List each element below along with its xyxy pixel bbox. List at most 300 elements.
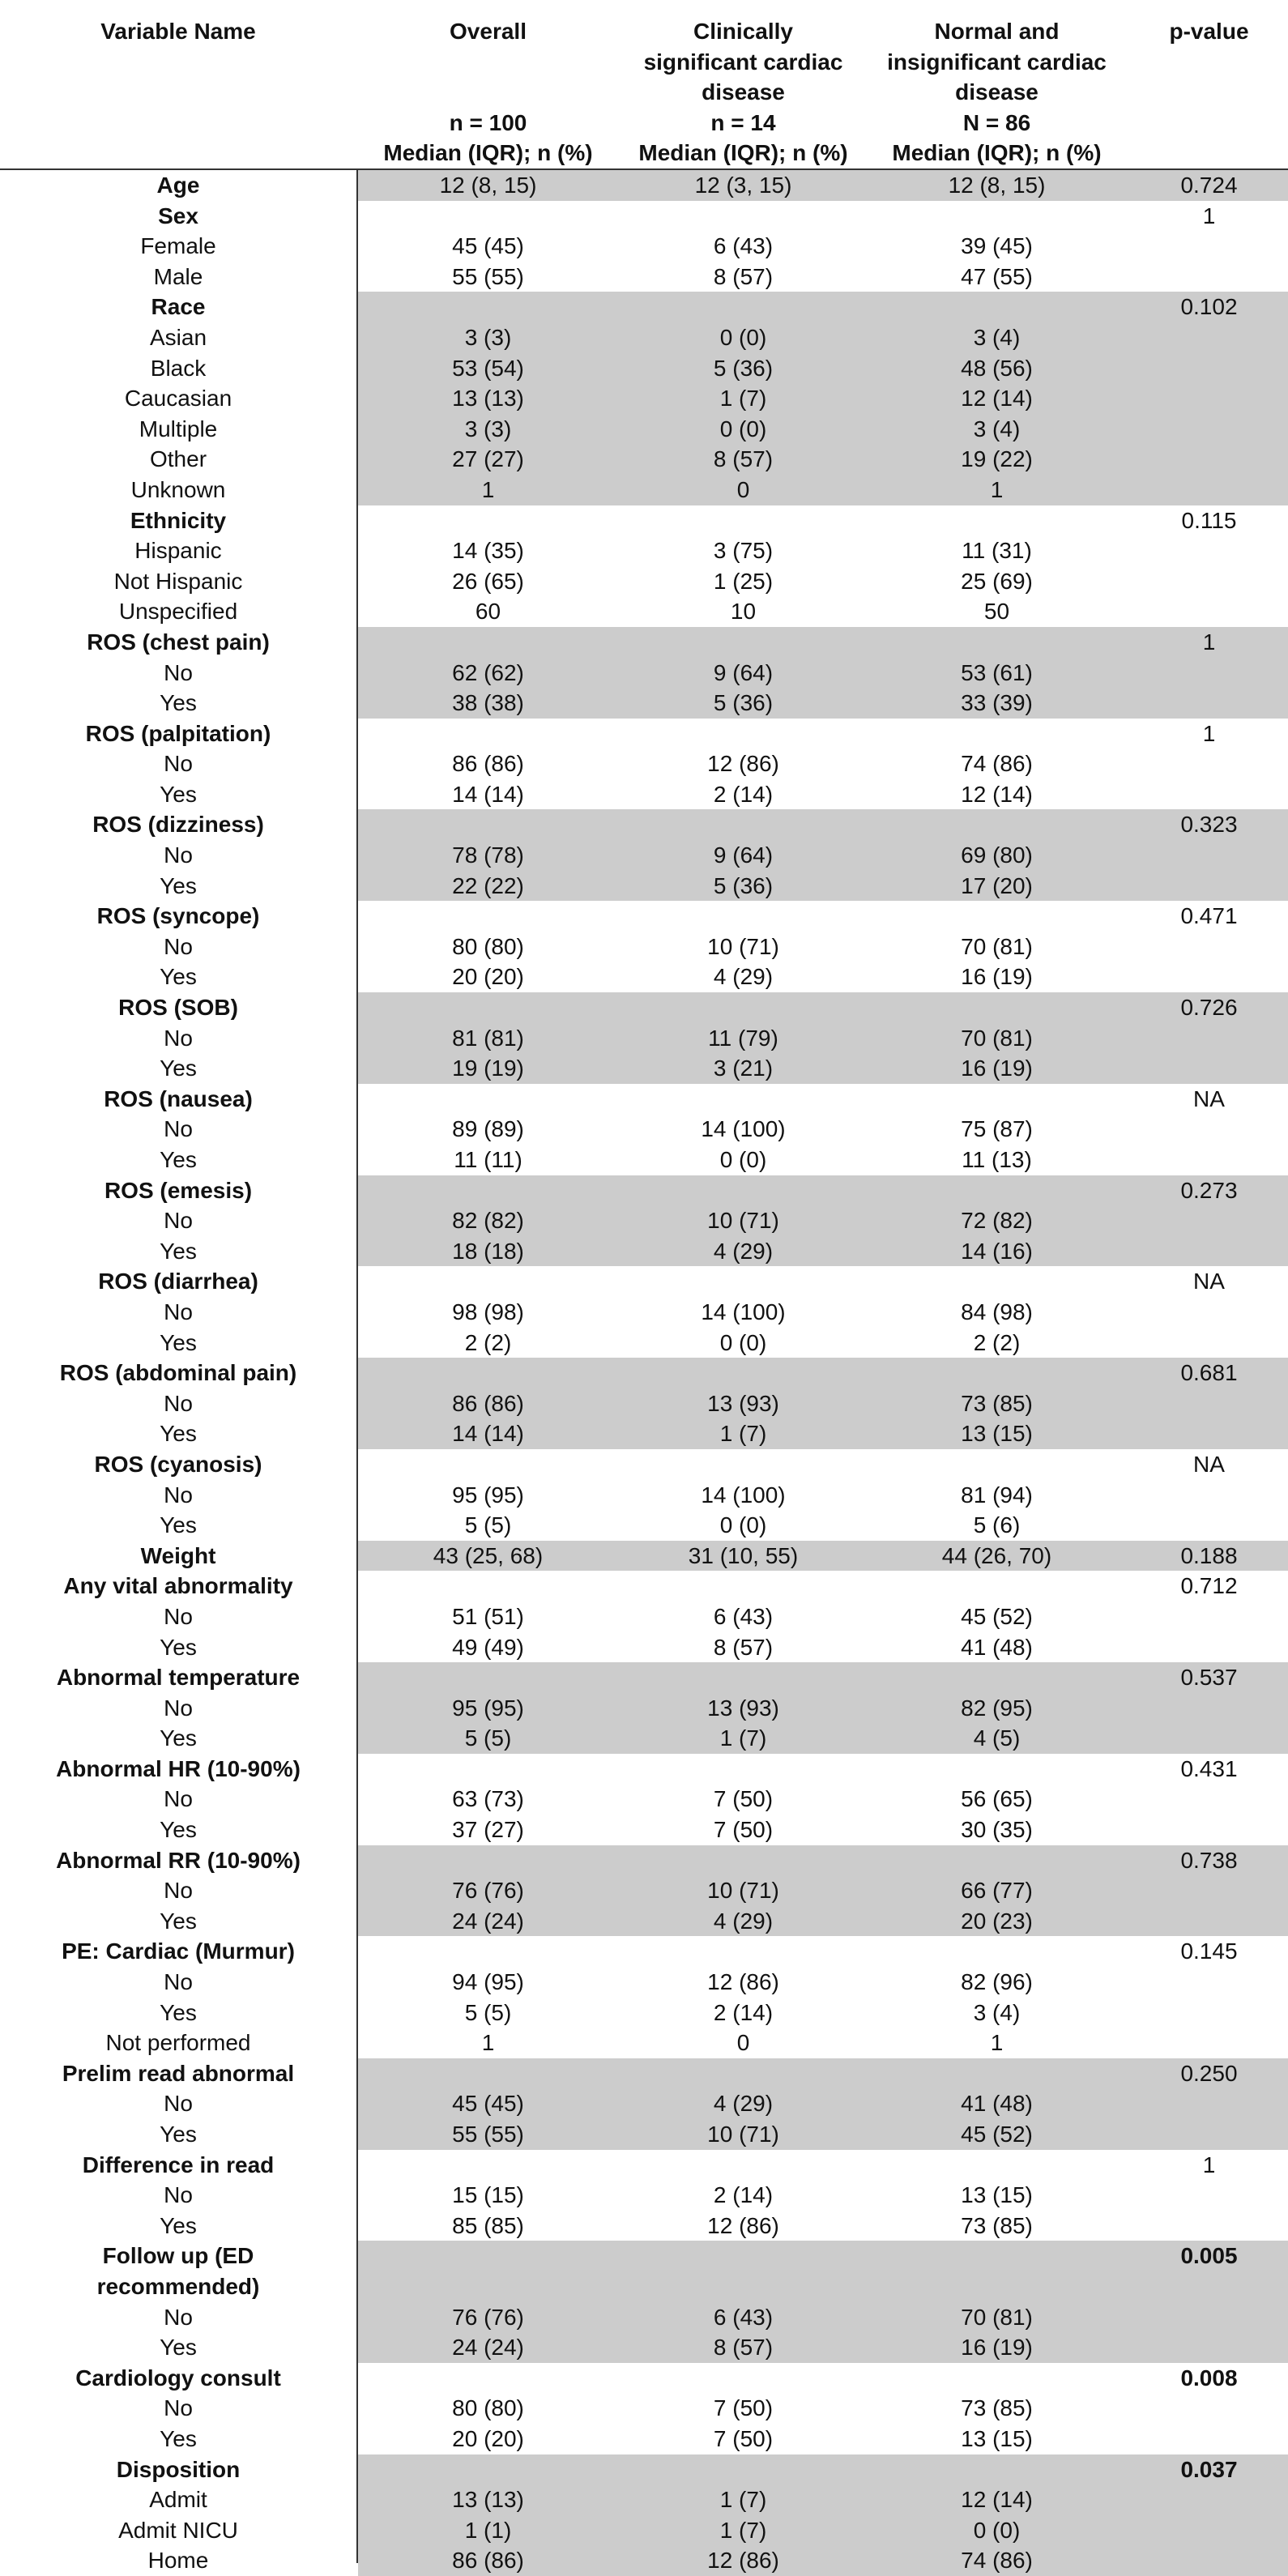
cell-significant: 2 (14) (713, 2182, 774, 2208)
cell-normal: 1 (990, 476, 1004, 502)
cell-normal: 16 (19) (961, 2335, 1033, 2361)
cell-overall: 94 (95) (452, 1969, 524, 1995)
cell-p-value: 0.005 (1180, 2243, 1238, 2269)
cell-overall: 81 (81) (452, 1025, 524, 1051)
cell-normal: 75 (87) (961, 1116, 1033, 1142)
cell-normal: 70 (81) (961, 2304, 1033, 2330)
cell-normal: 13 (15) (961, 2182, 1033, 2208)
cell-variable: Yes (160, 1238, 197, 1264)
table-row (0, 1145, 1288, 1175)
table-row (0, 1053, 1288, 1084)
cell-p-value: 1 (1202, 2152, 1216, 2177)
table-row (0, 475, 1288, 505)
table-row (0, 2332, 1288, 2363)
cell-p-value: 0.712 (1180, 1573, 1238, 1599)
cell-normal: 45 (52) (961, 2122, 1033, 2147)
cell-variable: Yes (160, 1329, 197, 1355)
cell-overall: 95 (95) (452, 1482, 524, 1508)
cell-normal: 12 (14) (961, 781, 1033, 807)
cell-overall: 37 (27) (452, 1817, 524, 1843)
cell-overall: 45 (45) (452, 233, 524, 259)
cell-significant: 9 (64) (713, 659, 774, 685)
cell-significant: 7 (50) (713, 2395, 774, 2421)
header-normal-stat: Median (IQR); n (%) (892, 140, 1102, 166)
cell-overall: 20 (20) (452, 2425, 524, 2451)
cell-significant: 6 (43) (713, 2304, 774, 2330)
table-row (0, 1967, 1288, 1998)
cell-normal: 14 (16) (961, 1238, 1033, 1264)
cell-normal: 81 (94) (961, 1482, 1033, 1508)
cell-variable: Yes (160, 1421, 197, 1447)
cell-p-value: 0.471 (1180, 903, 1238, 929)
cell-p-value: 0.726 (1180, 995, 1238, 1021)
cell-variable: Yes (160, 690, 197, 716)
cell-overall: 82 (82) (452, 1208, 524, 1234)
table-row (0, 871, 1288, 902)
cell-variable: PE: Cardiac (Murmur) (62, 1938, 295, 1964)
header-overall-stat: Median (IQR); n (%) (383, 140, 593, 166)
table-row (0, 2058, 1288, 2089)
table-row (0, 292, 1288, 322)
table-row (0, 840, 1288, 871)
cell-variable: Race (151, 294, 206, 320)
cell-normal: 11 (13) (962, 1147, 1032, 1172)
cell-variable: Ethnicity (130, 507, 227, 533)
cell-overall: 63 (73) (452, 1786, 524, 1812)
column-divider (356, 170, 358, 2563)
cell-significant: 5 (36) (713, 690, 774, 716)
table-row (0, 1266, 1288, 1297)
cell-variable: No (164, 1208, 193, 1234)
cell-overall: 55 (55) (452, 2122, 524, 2147)
header-normal-n: N = 86 (962, 109, 1031, 135)
cell-significant: 7 (50) (713, 1786, 774, 1812)
cell-normal: 70 (81) (961, 1025, 1033, 1051)
cell-significant: 3 (21) (713, 1056, 774, 1081)
cell-normal: 73 (85) (961, 1390, 1033, 1416)
table-row (0, 658, 1288, 689)
table-row (0, 748, 1288, 779)
cell-normal: 73 (85) (961, 2395, 1033, 2421)
table-row (0, 1114, 1288, 1145)
cell-significant: 14 (100) (701, 1116, 786, 1142)
header-p-value (1134, 16, 1284, 47)
cell-normal: 20 (23) (961, 1908, 1033, 1934)
cell-overall: 62 (62) (452, 659, 524, 685)
cell-overall: 14 (14) (452, 781, 524, 807)
cell-normal: 69 (80) (961, 842, 1033, 868)
cell-variable: Not performed (105, 2030, 251, 2056)
cell-variable: Hispanic (134, 538, 222, 564)
table-header (0, 0, 1288, 168)
table-row (0, 1815, 1288, 1845)
cell-overall: 22 (22) (452, 872, 524, 898)
table-row (0, 1998, 1288, 2028)
cell-variable: Yes (160, 1817, 197, 1843)
cell-significant: 10 (71) (707, 1878, 779, 1904)
cell-normal: 56 (65) (961, 1786, 1033, 1812)
cell-significant: 8 (57) (713, 446, 774, 472)
cell-variable: Admit NICU (118, 2517, 238, 2543)
table-row (0, 1175, 1288, 1206)
cell-variable: ROS (chest pain) (87, 629, 270, 655)
cell-significant: 12 (3, 15) (694, 173, 792, 198)
cell-variable: Yes (160, 1908, 197, 1934)
cell-normal: 41 (48) (961, 2091, 1033, 2117)
table-row (0, 1236, 1288, 1267)
cell-normal: 66 (77) (961, 1878, 1033, 1904)
table-row (0, 627, 1288, 658)
table-row (0, 1084, 1288, 1115)
cell-variable: ROS (dizziness) (92, 812, 264, 838)
table-row (0, 231, 1288, 262)
cell-normal: 4 (5) (973, 1725, 1021, 1751)
cell-significant: 1 (7) (719, 2487, 767, 2513)
cell-variable: Yes (160, 2212, 197, 2238)
cell-normal: 12 (14) (961, 2487, 1033, 2513)
cell-normal: 3 (4) (973, 1999, 1021, 2025)
cell-variable: Age (156, 173, 200, 198)
cell-variable: No (164, 1878, 193, 1904)
table-row (0, 1845, 1288, 1876)
cell-variable: No (164, 659, 193, 685)
table-row (0, 2119, 1288, 2150)
cell-variable: Yes (160, 1512, 197, 1538)
cell-normal: 17 (20) (961, 872, 1033, 898)
cell-overall: 76 (76) (452, 1878, 524, 1904)
table-row (0, 1510, 1288, 1541)
cell-overall: 19 (19) (452, 1056, 524, 1081)
cell-p-value: 0.273 (1180, 1177, 1238, 1203)
table-row (0, 809, 1288, 840)
cell-significant: 1 (7) (719, 1421, 767, 1447)
cell-significant: 13 (93) (707, 1695, 779, 1721)
cell-significant: 10 (71) (707, 933, 779, 959)
cell-variable: Disposition (116, 2456, 241, 2482)
cell-normal: 82 (95) (961, 1695, 1033, 1721)
cell-variable: Female (140, 233, 216, 259)
table-row (0, 2241, 1288, 2301)
cell-overall: 85 (85) (452, 2212, 524, 2238)
cell-variable: No (164, 2091, 193, 2117)
table-row (0, 2180, 1288, 2211)
cell-p-value: 0.145 (1180, 1938, 1238, 1964)
cell-significant: 12 (86) (707, 2212, 779, 2238)
table-row (0, 1936, 1288, 1967)
cell-significant: 9 (64) (713, 842, 774, 868)
cell-normal: 70 (81) (961, 933, 1033, 959)
cell-p-value: 0.188 (1180, 1542, 1238, 1568)
cell-significant: 10 (71) (707, 1208, 779, 1234)
cell-overall: 15 (15) (452, 2182, 524, 2208)
cell-significant: 8 (57) (713, 1634, 774, 1660)
cell-variable: No (164, 842, 193, 868)
cell-overall: 86 (86) (452, 1390, 524, 1416)
cell-overall: 60 (475, 599, 501, 625)
cell-normal: 45 (52) (961, 1603, 1033, 1629)
table-row (0, 353, 1288, 384)
cell-significant: 5 (36) (713, 872, 774, 898)
table-row (0, 2424, 1288, 2454)
cell-variable: No (164, 1969, 193, 1995)
header-significant (620, 16, 867, 168)
cell-normal: 16 (19) (961, 964, 1033, 990)
table-row (0, 1693, 1288, 1724)
header-variable-name-text: Variable Name (100, 19, 256, 44)
cell-variable: Black (150, 355, 207, 381)
cell-variable: Yes (160, 1634, 197, 1660)
table-row (0, 1906, 1288, 1937)
table-row (0, 1632, 1288, 1663)
cell-normal: 74 (86) (961, 2548, 1033, 2574)
cell-variable: Caucasian (124, 386, 232, 412)
cell-overall: 98 (98) (452, 1299, 524, 1324)
table-row (0, 170, 1288, 201)
cell-significant: 7 (50) (713, 1817, 774, 1843)
cell-significant: 7 (50) (713, 2425, 774, 2451)
cell-variable: Other (149, 446, 207, 472)
cell-normal: 47 (55) (961, 263, 1033, 289)
cell-overall: 13 (13) (452, 2487, 524, 2513)
header-overall-n: n = 100 (449, 109, 527, 135)
cell-normal: 3 (4) (973, 416, 1021, 441)
table-row (0, 2515, 1288, 2546)
table-row (0, 1449, 1288, 1480)
cell-variable: No (164, 1603, 193, 1629)
table-row (0, 322, 1288, 353)
cell-variable: Yes (160, 964, 197, 990)
table-row (0, 932, 1288, 962)
cell-variable: Abnormal RR (10-90%) (56, 1847, 301, 1873)
cell-p-value: NA (1193, 1451, 1225, 1477)
cell-significant: 10 (730, 599, 757, 625)
cell-variable: Multiple (139, 416, 218, 441)
cell-significant: 8 (57) (713, 263, 774, 289)
cell-variable: Sex (158, 203, 198, 228)
table-row (0, 1480, 1288, 1511)
cell-overall: 38 (38) (452, 690, 524, 716)
cell-overall: 26 (65) (452, 568, 524, 594)
cell-overall: 51 (51) (452, 1603, 524, 1629)
cell-overall: 13 (13) (452, 386, 524, 412)
table-row (0, 2150, 1288, 2181)
cell-significant: 1 (7) (719, 1725, 767, 1751)
cell-significant: 31 (10, 55) (688, 1542, 799, 1568)
table-row (0, 535, 1288, 566)
table-body (0, 170, 1288, 2576)
table-row (0, 962, 1288, 992)
cell-normal: 3 (4) (973, 324, 1021, 350)
cell-overall: 86 (86) (452, 2548, 524, 2574)
table-row (0, 2393, 1288, 2424)
header-spacer (365, 47, 612, 108)
table-row (0, 201, 1288, 232)
header-p-value-text: p-value (1169, 19, 1249, 44)
cell-normal: 50 (983, 599, 1010, 625)
table-row (0, 2302, 1288, 2333)
cell-significant: 12 (86) (707, 751, 779, 777)
table-row (0, 1328, 1288, 1358)
cell-variable: Abnormal temperature (56, 1665, 301, 1691)
table-row (0, 566, 1288, 597)
header-overall (365, 16, 612, 168)
cell-overall: 1 (1) (464, 2517, 512, 2543)
cell-overall: 27 (27) (452, 446, 524, 472)
cell-variable: No (164, 2182, 193, 2208)
cell-variable: No (164, 1482, 193, 1508)
cell-variable: Any vital abnormality (63, 1573, 293, 1599)
cell-variable: Unspecified (118, 599, 238, 625)
cell-overall: 5 (5) (464, 1512, 512, 1538)
cell-significant: 14 (100) (701, 1482, 786, 1508)
cell-variable: Difference in read (82, 2152, 275, 2177)
cell-normal: 11 (31) (962, 538, 1032, 564)
cell-overall: 18 (18) (452, 1238, 524, 1264)
table-row (0, 596, 1288, 627)
cell-variable: ROS (abdominal pain) (59, 1360, 297, 1386)
cell-variable: ROS (cyanosis) (94, 1451, 262, 1477)
cell-variable: Prelim read abnormal (62, 2060, 295, 2086)
cell-variable: No (164, 2304, 193, 2330)
cell-variable: No (164, 751, 193, 777)
header-significant-n: n = 14 (710, 109, 776, 135)
cell-p-value: 0.250 (1180, 2060, 1238, 2086)
table-row (0, 1875, 1288, 1906)
cell-variable: Unknown (130, 476, 226, 502)
header-significant-title: Clinically significant cardiac disease (643, 19, 843, 105)
table-row (0, 2211, 1288, 2241)
cell-normal: 84 (98) (961, 1299, 1033, 1324)
cell-overall: 45 (45) (452, 2091, 524, 2117)
header-normal-title: Normal and insignificant cardiac disease (887, 19, 1107, 105)
cell-normal: 48 (56) (961, 355, 1033, 381)
cell-variable: Weight (140, 1542, 216, 1568)
cell-overall: 2 (2) (464, 1329, 512, 1355)
cell-variable: ROS (nausea) (104, 1085, 253, 1111)
header-normal (873, 16, 1120, 168)
cell-p-value: 1 (1202, 629, 1216, 655)
cell-significant: 4 (29) (713, 2091, 774, 2117)
table-row (0, 901, 1288, 932)
cell-significant: 10 (71) (707, 2122, 779, 2147)
cell-variable: Male (153, 263, 203, 289)
header-overall-title: Overall (450, 19, 527, 44)
cell-variable: Yes (160, 1999, 197, 2025)
cell-significant: 0 (736, 2030, 750, 2056)
cell-significant: 3 (75) (713, 538, 774, 564)
header-variable-name (0, 16, 356, 47)
cell-significant: 13 (93) (707, 1390, 779, 1416)
cell-significant: 4 (29) (713, 1238, 774, 1264)
cell-normal: 2 (2) (973, 1329, 1021, 1355)
cell-variable: No (164, 1390, 193, 1416)
cell-normal: 72 (82) (961, 1208, 1033, 1234)
cell-p-value: 0.724 (1180, 173, 1238, 198)
cell-p-value: 0.431 (1180, 1755, 1238, 1781)
cell-significant: 0 (0) (719, 416, 767, 441)
cell-significant: 4 (29) (713, 1908, 774, 1934)
cell-normal: 74 (86) (961, 751, 1033, 777)
cell-variable: Yes (160, 2425, 197, 2451)
table-row (0, 2484, 1288, 2515)
table-row (0, 1297, 1288, 1328)
cell-significant: 1 (7) (719, 386, 767, 412)
cell-overall: 3 (3) (464, 416, 512, 441)
cell-variable: No (164, 1116, 193, 1142)
cell-overall: 53 (54) (452, 355, 524, 381)
cell-variable: Admit (149, 2487, 207, 2513)
cell-variable: ROS (syncope) (96, 903, 260, 929)
table-row (0, 414, 1288, 445)
cell-variable: Yes (160, 2122, 197, 2147)
cell-overall: 80 (80) (452, 933, 524, 959)
cell-p-value: 0.037 (1180, 2456, 1238, 2482)
cell-overall: 5 (5) (464, 1999, 512, 2025)
cell-variable: ROS (palpitation) (85, 720, 271, 746)
cell-overall: 11 (11) (454, 1147, 522, 1172)
cell-overall: 76 (76) (452, 2304, 524, 2330)
cell-significant: 5 (36) (713, 355, 774, 381)
cell-variable: ROS (SOB) (118, 995, 238, 1021)
cell-variable: Abnormal HR (10-90%) (56, 1755, 301, 1781)
cell-overall: 14 (35) (452, 538, 524, 564)
table-row (0, 1754, 1288, 1785)
cell-overall: 24 (24) (452, 2335, 524, 2361)
cell-normal: 19 (22) (961, 446, 1033, 472)
cell-significant: 14 (100) (701, 1299, 786, 1324)
table-row (0, 1662, 1288, 1693)
cell-overall: 12 (8, 15) (439, 173, 537, 198)
cell-normal: 44 (26, 70) (941, 1542, 1052, 1568)
cell-overall: 14 (14) (452, 1421, 524, 1447)
table-row (0, 1205, 1288, 1236)
table-row (0, 262, 1288, 292)
cell-variable: No (164, 1786, 193, 1812)
cell-variable: Asian (149, 324, 207, 350)
cell-p-value: NA (1193, 1085, 1225, 1111)
cell-overall: 80 (80) (452, 2395, 524, 2421)
cell-significant: 0 (0) (719, 1329, 767, 1355)
table-row (0, 1571, 1288, 1601)
table-row (0, 383, 1288, 414)
cell-p-value: 0.738 (1180, 1847, 1238, 1873)
cell-variable: No (164, 1025, 193, 1051)
cell-overall: 1 (481, 2030, 495, 2056)
header-significant-stat: Median (IQR); n (%) (638, 140, 848, 166)
cell-variable: Yes (160, 781, 197, 807)
cell-overall: 24 (24) (452, 1908, 524, 1934)
cell-significant: 0 (736, 476, 750, 502)
cell-normal: 30 (35) (961, 1817, 1033, 1843)
cell-variable: No (164, 1695, 193, 1721)
table-row (0, 688, 1288, 719)
cell-significant: 12 (86) (707, 1969, 779, 1995)
table-row (0, 2088, 1288, 2119)
cell-overall: 20 (20) (452, 964, 524, 990)
cell-variable: Follow up (ED recommended) (96, 2243, 260, 2299)
table-row (0, 1358, 1288, 1388)
cell-normal: 5 (6) (973, 1512, 1021, 1538)
cell-variable: No (164, 1299, 193, 1324)
cell-variable: Not Hispanic (113, 568, 243, 594)
cell-variable: ROS (emesis) (104, 1177, 253, 1203)
cell-significant: 0 (0) (719, 1147, 767, 1172)
cell-p-value: 0.008 (1180, 2365, 1238, 2390)
cell-p-value: 0.102 (1180, 294, 1238, 320)
cell-normal: 25 (69) (961, 568, 1033, 594)
table-row (0, 2028, 1288, 2058)
cell-normal: 13 (15) (961, 1421, 1033, 1447)
